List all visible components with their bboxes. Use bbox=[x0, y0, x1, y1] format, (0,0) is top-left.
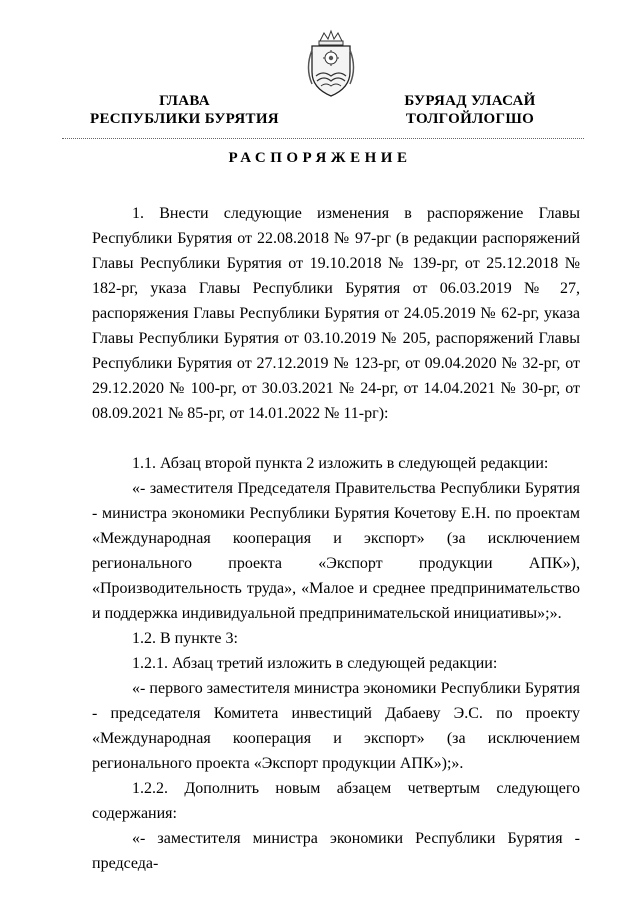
document-title: РАСПОРЯЖЕНИЕ bbox=[228, 150, 412, 166]
document-body bbox=[92, 201, 580, 876]
paragraph-5: 1.2.1. Абзац третий изложить в следующей редакции: bbox=[132, 655, 498, 672]
header-right-line2: ТОЛГОЙЛОГШО bbox=[405, 111, 535, 127]
paragraph-3: «- заместителя Председателя Правительства Республики Бурятия - министра экономики Республики Бурятия Кочетову Е.Н. по проектам «Международная кооперация и экспорт» (за исключением регионального проекта «Экспорт продукции АПК»), «Производительность труда», «Малое и среднее предпринимательство и поддержка индивидуальной предпринимательской инициативы»;». bbox=[92, 480, 580, 622]
paragraph-2: 1.1. Абзац второй пункта 2 изложить в следующей редакции: bbox=[132, 455, 549, 472]
header-divider bbox=[62, 138, 584, 139]
paragraph-1: 1. Внести следующие изменения в распоряжение Главы Республики Бурятия от 22.08.2018 № 97-рг (в редакции распоряжений Главы Республики Бурятия от 19.10.2018 № 139-рг, от 25.12.2018 № 182-рг, указа Главы Республики Бурятия от 06.03.2019 № 27, распоряжения Главы Республики Бурятия от 24.05.2019 № 62-рг, указа Главы Республики Бурятия от 03.10.2019 № 205, распоряжений Главы Республики Бурятия от 27.12.2019 № 123-рг, от 09.04.2020 № 32-рг, от 29.12.2020 № 100-рг, от 30.03.2021 № 24-рг, от 14.04.2021 № 30-рг, от 08.09.2021 № 85-рг, от 14.01.2022 № 11-рг): bbox=[92, 205, 580, 422]
header-left bbox=[72, 92, 297, 128]
paragraph-8: «- заместителя министра экономики Республики Бурятия - председа- bbox=[92, 830, 580, 872]
paragraph-6: «- первого заместителя министра экономики Республики Бурятия - председателя Комитета инвестиций Дабаеву Э.С. по проекту «Международная кооперация и экспорт» (за исключением регионального проекта «Экспорт продукции АПК»);». bbox=[92, 680, 580, 772]
header-right bbox=[375, 92, 565, 128]
header-left-line1: ГЛАВА bbox=[159, 93, 210, 109]
header-right-line1: БУРЯАД УЛАСАЙ bbox=[404, 93, 536, 109]
header-left-line2: РЕСПУБЛИКИ БУРЯТИЯ bbox=[90, 111, 279, 127]
paragraph-7: 1.2.2. Дополнить новым абзацем четвертым следующего содержания: bbox=[92, 780, 580, 822]
coat-of-arms-icon bbox=[302, 28, 360, 100]
paragraph-4: 1.2. В пункте 3: bbox=[132, 630, 238, 647]
